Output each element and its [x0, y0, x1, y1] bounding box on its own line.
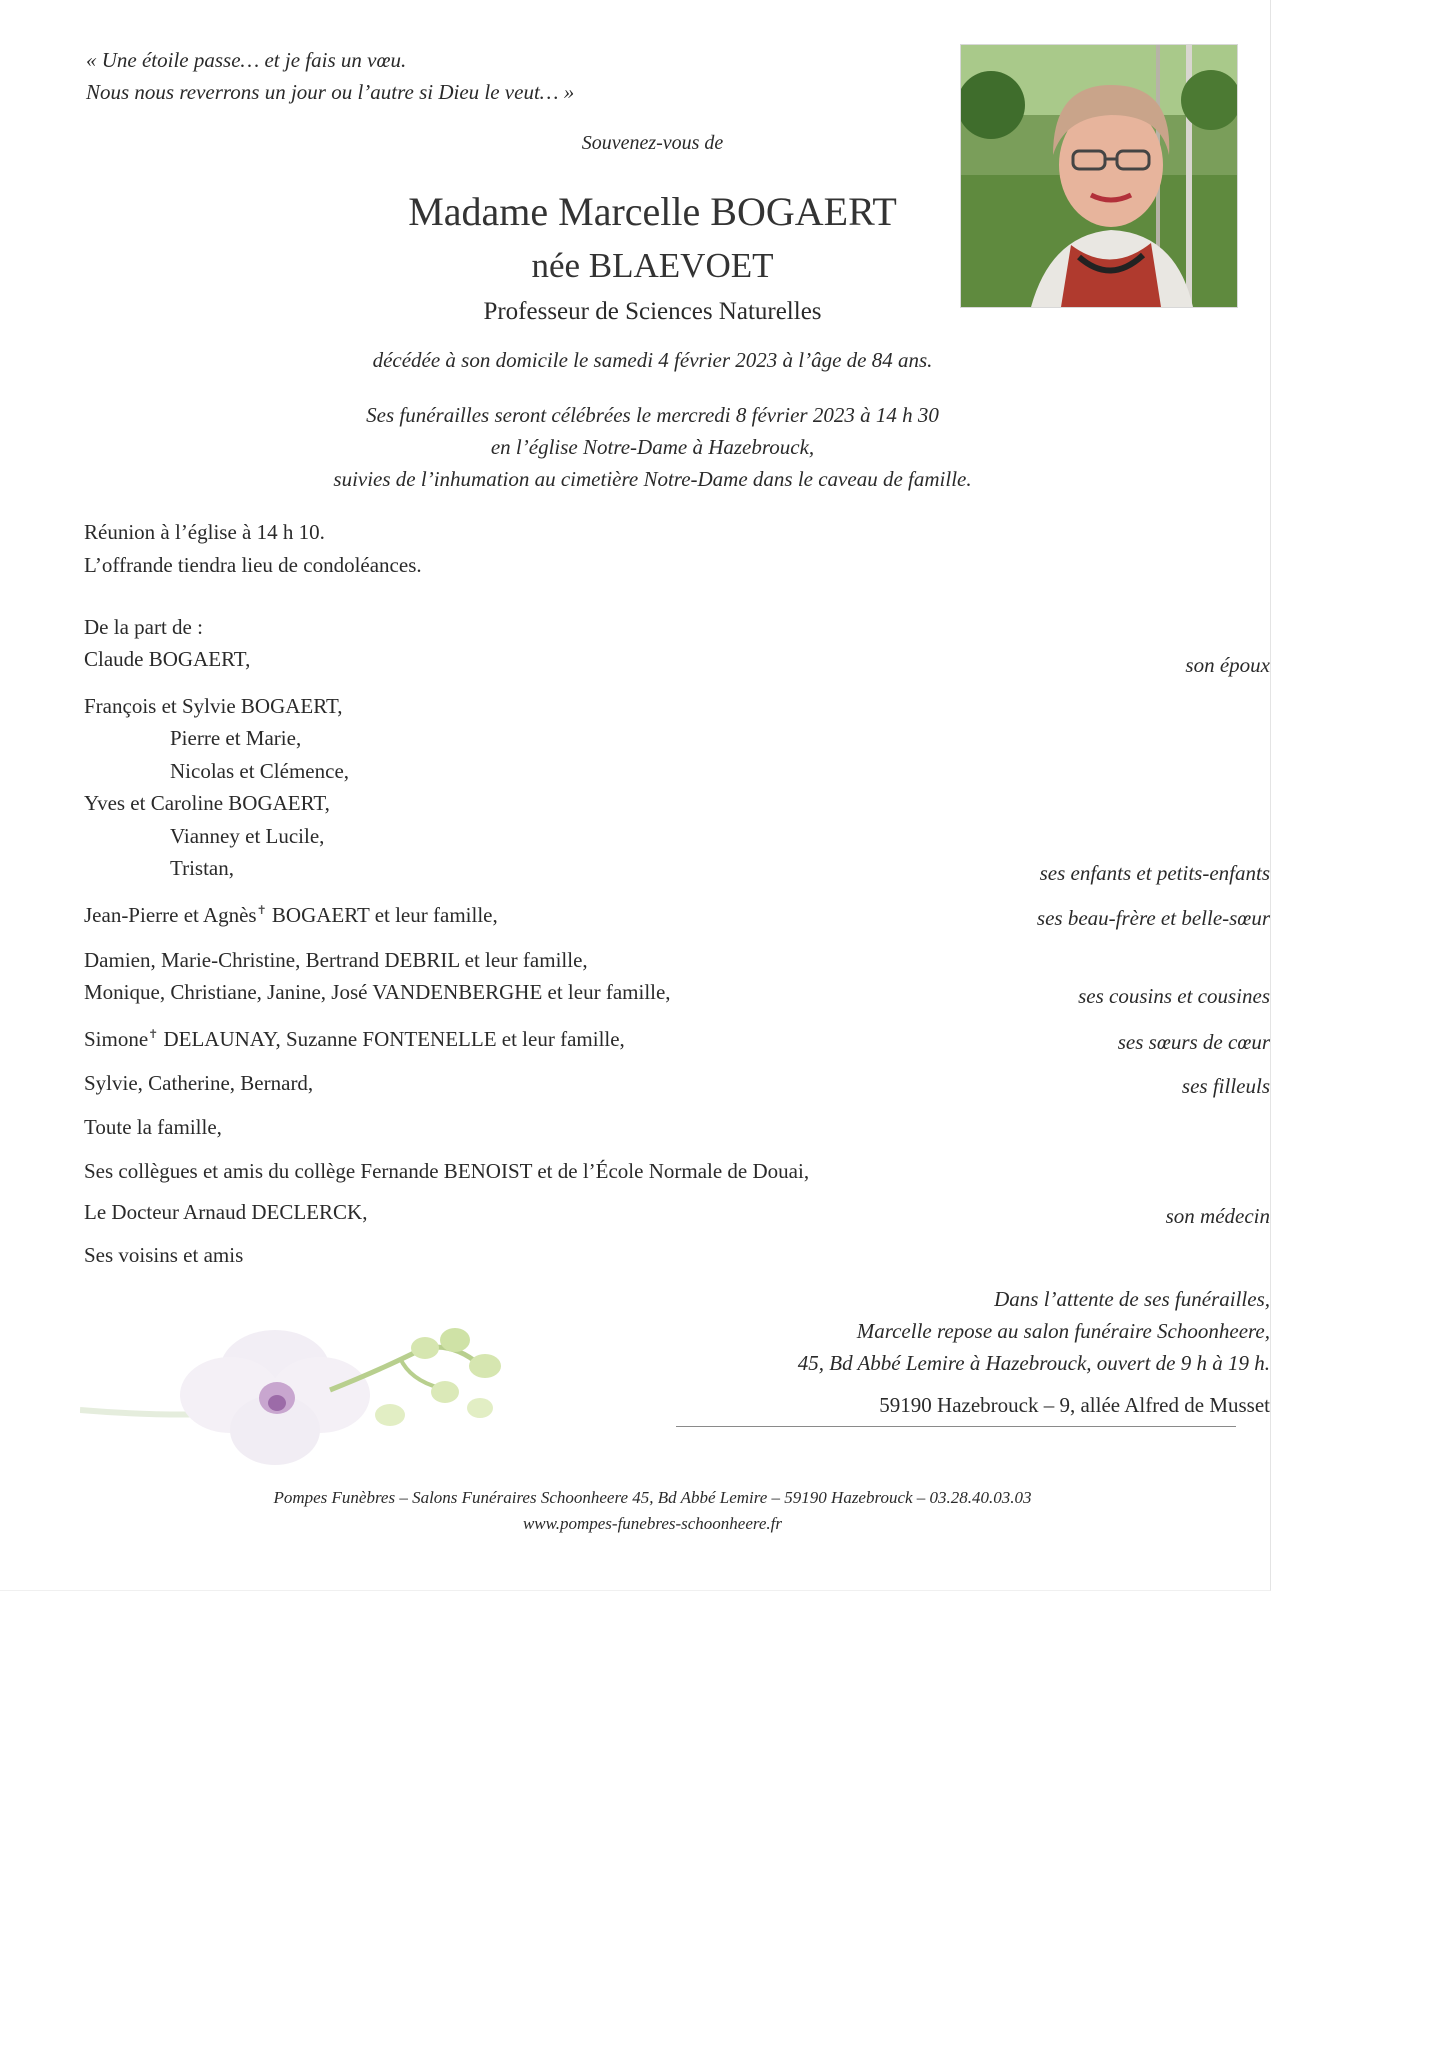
role-godchildren: ses filleuls: [1181, 1074, 1270, 1098]
simone-rest: DELAUNAY, Suzanne FONTENELLE et leur famille,: [158, 1027, 625, 1051]
family-yves: Yves et Caroline BOGAERT,: [84, 791, 330, 815]
deceased-mark-icon: ✝: [148, 1027, 159, 1041]
death-notice: décédée à son domicile le samedi 4 février 2023 à l’âge de 84 ans.: [372, 348, 933, 372]
offrande-info: L’offrande tiendra lieu de condoléances.: [84, 553, 422, 577]
role-cousins: ses cousins et cousines: [1078, 984, 1270, 1008]
profession: Professeur de Sciences Naturelles: [483, 298, 822, 325]
role-heart-sisters: ses sœurs de cœur: [1117, 1030, 1270, 1054]
funeral-line-1: Ses funérailles seront célébrées le mercredi 8 février 2023 à 14 h 30: [366, 403, 939, 427]
jeanpierre-rest: BOGAERT et leur famille,: [266, 903, 498, 927]
repose-line-3: 45, Bd Abbé Lemire à Hazebrouck, ouvert de 9 h à 19 h.: [797, 1351, 1270, 1375]
deceased-mark-icon: ✝: [256, 903, 267, 917]
repose-line-2: Marcelle repose au salon funéraire Schoonheere,: [856, 1319, 1270, 1343]
family-nicolas: Nicolas et Clémence,: [170, 759, 350, 783]
footer-company: Pompes Funèbres – Salons Funéraires Schoonheere 45, Bd Abbé Lemire – 59190 Hazebrouck – 03.28.40.03.03: [273, 1488, 1032, 1507]
family-francois: François et Sylvie BOGAERT,: [84, 694, 343, 718]
funeral-line-2: en l’église Notre-Dame à Hazebrouck,: [490, 435, 815, 459]
home-address: 59190 Hazebrouck – 9, allée Alfred de Musset: [879, 1393, 1270, 1417]
family-neighbors: Ses voisins et amis: [84, 1243, 244, 1267]
role-spouse: son époux: [1185, 653, 1270, 677]
deceased-name: Madame Marcelle BOGAERT: [408, 189, 897, 234]
family-doctor: Le Docteur Arnaud DECLERCK,: [84, 1200, 368, 1224]
reunion-info: Réunion à l’église à 14 h 10.: [84, 520, 325, 544]
quote-line-2: Nous nous reverrons un jour ou l’autre si Dieu le veut… »: [86, 80, 575, 104]
family-intro: De la part de :: [84, 615, 203, 639]
jeanpierre-name: Jean-Pierre et Agnès: [84, 903, 257, 927]
family-colleagues: Ses collègues et amis du collège Fernande BENOIST et de l’École Normale de Douai,: [84, 1159, 810, 1183]
family-vianney: Vianney et Lucile,: [170, 824, 325, 848]
family-tristan: Tristan,: [170, 856, 234, 880]
role-in-laws: ses beau-frère et belle-sœur: [1036, 906, 1270, 930]
family-pierre: Pierre et Marie,: [170, 726, 302, 750]
family-claude: Claude BOGAERT,: [84, 647, 251, 671]
funeral-line-3: suivies de l’inhumation au cimetière Notre-Dame dans le caveau de famille.: [333, 467, 972, 491]
simone-name: Simone: [84, 1027, 149, 1051]
family-all: Toute la famille,: [84, 1115, 222, 1139]
opening-quote: [86, 44, 574, 108]
role-doctor: son médecin: [1165, 1204, 1270, 1228]
family-sylvie: Sylvie, Catherine, Bernard,: [84, 1071, 314, 1095]
footer-website: www.pompes-funebres-schoonheere.fr: [522, 1514, 783, 1533]
role-children: ses enfants et petits-enfants: [1039, 861, 1270, 885]
divider-line: [676, 1426, 1236, 1427]
family-damien: Damien, Marie-Christine, Bertrand DEBRIL et leur famille,: [84, 948, 588, 972]
family-monique: Monique, Christiane, Janine, José VANDENBERGHE et leur famille,: [84, 980, 671, 1004]
repose-line-1: Dans l’attente de ses funérailles,: [994, 1287, 1270, 1311]
remember-line: Souvenez-vous de: [581, 132, 724, 154]
quote-line-1: « Une étoile passe… et je fais un vœu.: [86, 48, 407, 72]
maiden-name: née BLAEVOET: [531, 246, 774, 285]
